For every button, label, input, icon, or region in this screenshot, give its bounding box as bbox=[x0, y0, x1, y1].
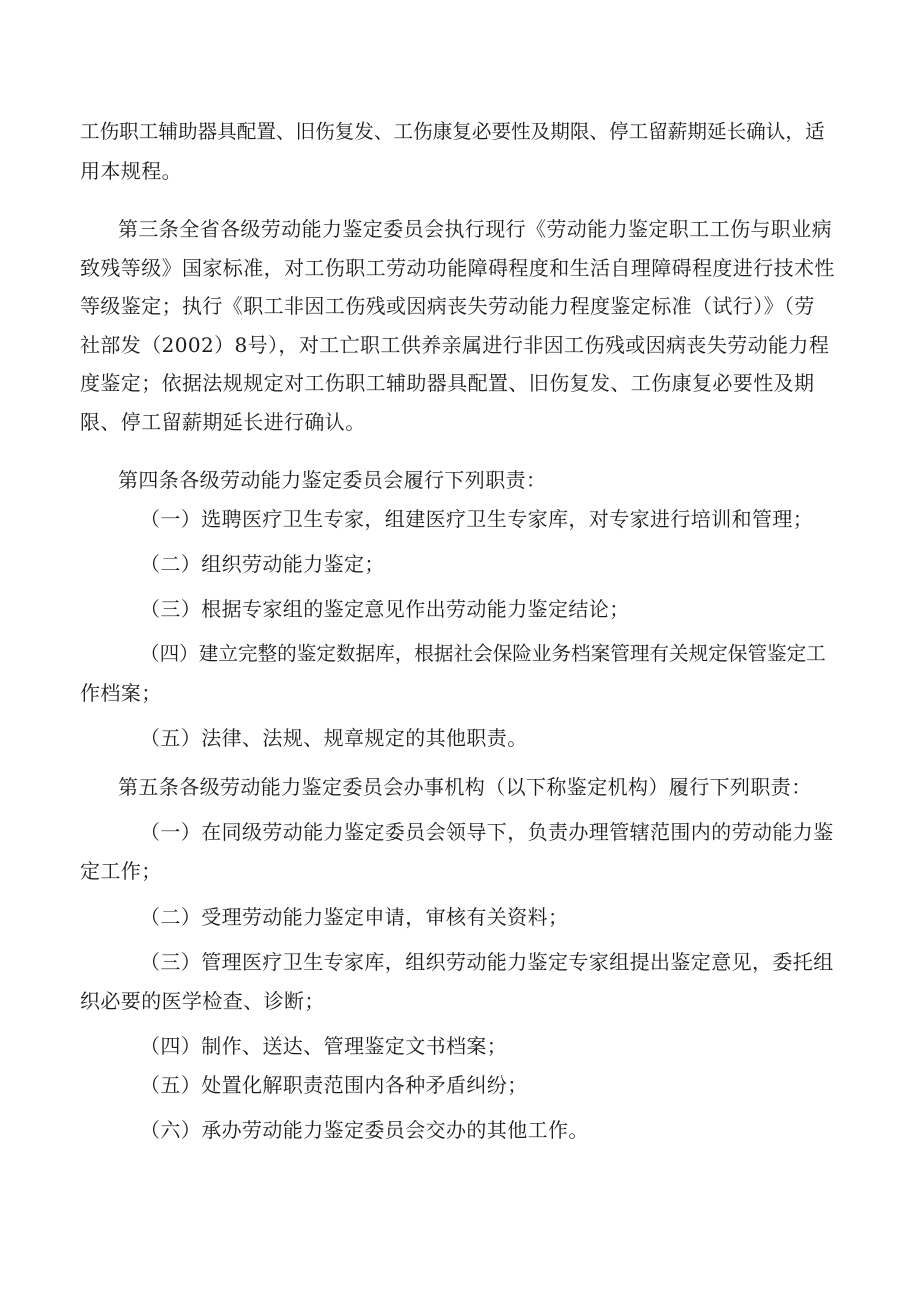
article-5-item-3-line-2: 织必要的医学检查、诊断； bbox=[80, 989, 325, 1013]
article-4-item-2-line-1: （二）组织劳动能力鉴定； bbox=[140, 552, 385, 576]
article-4-item-4-line-2: 作档案； bbox=[80, 681, 162, 705]
article-3-line-1: 第三条全省各级劳动能力鉴定委员会执行现行《劳动能力鉴定职工工伤与职业病 bbox=[118, 217, 832, 241]
article-3-line-2: 致残等级》国家标准，对工伤职工劳动功能障碍程度和生活自理障碍程度进行技术性 bbox=[80, 256, 835, 280]
article-4-item-4-line-1: （四）建立完整的鉴定数据库，根据社会保险业务档案管理有关规定保管鉴定工 bbox=[140, 642, 826, 665]
article-5-item-2-line-1: （二）受理劳动能力鉴定申请，审核有关资料； bbox=[140, 905, 569, 929]
article-5-item-3-line-1: （三）管理医疗卫生专家库，组织劳动能力鉴定专家组提出鉴定意见，委托组 bbox=[140, 950, 834, 974]
article-3-line-5: 度鉴定；依据法规规定对工伤职工辅助器具配置、旧伤复发、工伤康复必要性及期 bbox=[80, 371, 815, 395]
article-3-line-4: 社部发（2002）8号），对工亡职工供养亲属进行非因工伤残或因病丧失劳动能力程 bbox=[80, 333, 830, 357]
paragraph-scope-continuation-line-2: 用本规程。 bbox=[80, 159, 182, 183]
article-5-item-4-line-1: （四）制作、送达、管理鉴定文书档案； bbox=[140, 1034, 508, 1058]
article-4-item-1-line-1: （一）选聘医疗卫生专家，组建医疗卫生专家库，对专家进行培训和管理； bbox=[140, 507, 814, 531]
article-3-line-6: 限、停工留薪期延长进行确认。 bbox=[80, 410, 366, 434]
article-4-item-5-line-1: （五）法律、法规、规章规定的其他职责。 bbox=[140, 726, 528, 750]
paragraph-scope-continuation-line-1: 工伤职工辅助器具配置、旧伤复发、工伤康复必要性及期限、停工留薪期延长确认，适 bbox=[80, 120, 825, 143]
article-5-item-5-line-1: （五）处置化解职责范围内各种矛盾纠纷； bbox=[140, 1073, 528, 1097]
article-5-item-1-line-2: 定工作； bbox=[80, 859, 162, 883]
article-4-item-3-line-1: （三）根据专家组的鉴定意见作出劳动能力鉴定结论； bbox=[140, 597, 630, 621]
article-5-heading-line-1: 第五条各级劳动能力鉴定委员会办事机构（以下称鉴定机构）履行下列职责： bbox=[118, 775, 812, 799]
article-5-item-1-line-1: （一）在同级劳动能力鉴定委员会领导下，负责办理管辖范围内的劳动能力鉴 bbox=[140, 820, 834, 844]
article-4-heading-line-1: 第四条各级劳动能力鉴定委员会履行下列职责： bbox=[118, 468, 547, 492]
article-5-item-6-line-1: （六）承办劳动能力鉴定委员会交办的其他工作。 bbox=[140, 1118, 589, 1142]
article-3-line-3: 等级鉴定；执行《职工非因工伤残或因病丧失劳动能力程度鉴定标准（试行）》（劳 bbox=[80, 294, 815, 318]
